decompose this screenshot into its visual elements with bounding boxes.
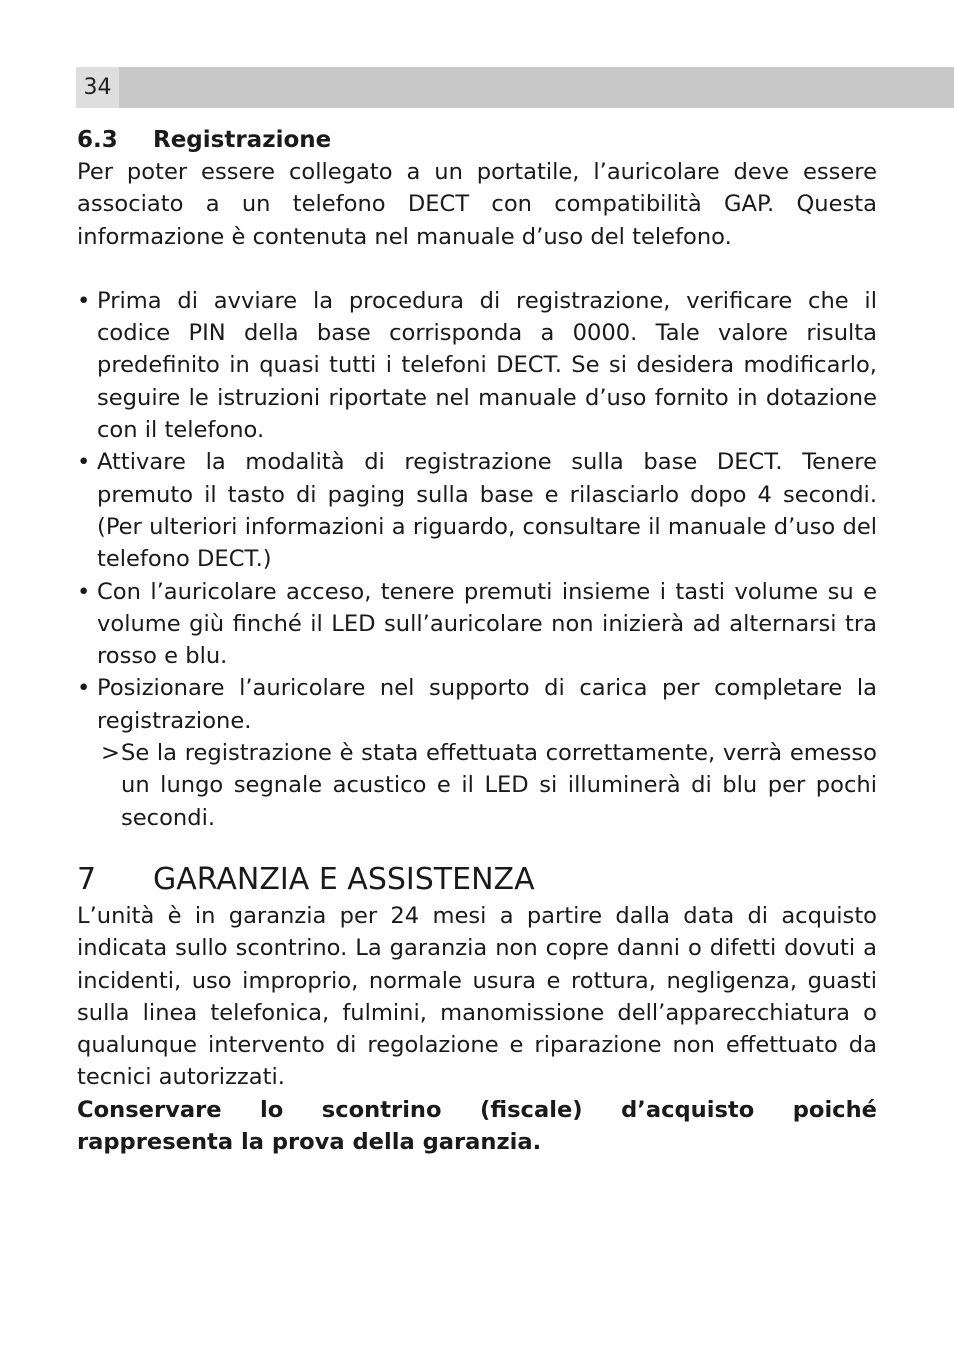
bullet-icon: • [77, 287, 91, 314]
section-title: GARANZIA E ASSISTENZA [153, 861, 535, 897]
list-item [77, 576, 877, 673]
result-text: Se la registrazione è stata effettuata correttamente, verrà emesso un lungo segnale acustico e il LED si illuminerà di blu per pochi secondi. [121, 740, 877, 831]
bullet-icon: • [77, 675, 91, 702]
warranty-note: Conservare lo scontrino (fiscale) d’acquisto poiché rappresenta la prova della garanzia. [77, 1096, 877, 1156]
section-title: Registrazione [153, 127, 332, 153]
page-content [77, 124, 877, 1158]
warranty-paragraph: L’unità è in garanzia per 24 mesi a partire dalla data di acquisto indicata sullo scontrino. La garanzia non copre danni o difetti dovuti a incidenti, uso improprio, normale usura e rottura, negligenza, guasti sulla linea telefonica, fulmini, manomissione dell’apparecchiatura o qualunque intervento di regolazione e riparazione non effettuato da tecnici autorizzati. [77, 902, 877, 1091]
intro-paragraph: Per poter essere collegato a un portatile, l’auricolare deve essere associato a un telefono DECT con compatibilità GAP. Questa informazione è contenuta nel manuale d’uso del telefono. [77, 159, 877, 250]
list-item-text: Attivare la modalità di registrazione sulla base DECT. Tenere premuto il tasto di paging sulla base e rilasciarlo dopo 4 secondi. (Per ulteriori informazioni a riguardo, consultare il manuale d’uso del telefono DECT.) [97, 449, 877, 573]
section-6-3-heading [77, 124, 877, 156]
section-7-heading [77, 860, 877, 900]
bullet-icon: • [77, 449, 91, 476]
arrow-icon: > [101, 740, 120, 767]
section-number: 7 [77, 861, 97, 897]
list-item [77, 285, 877, 446]
list-item [77, 446, 877, 575]
spacer [77, 253, 877, 285]
bullet-icon: • [77, 578, 91, 605]
list-item-text: Prima di avviare la procedura di registrazione, verificare che il codice PIN della base corrisponda a 0000. Tale valore risulta predefinito in quasi tutti i telefoni DECT. Se si desidera modificarlo, seguire le istruzioni riportate nel manuale d’uso fornito in dotazione con il telefono. [97, 287, 877, 444]
list-item [77, 672, 877, 737]
header-bar [76, 67, 954, 108]
result-item [101, 737, 877, 834]
list-item-text: Posizionare l’auricolare nel supporto di carica per completare la registrazione. [97, 675, 877, 734]
list-item-text: Con l’auricolare acceso, tenere premuti insieme i tasti volume su e volume giù finché il LED sull’auricolare non inizierà ad alternarsi tra rosso e blu. [97, 578, 877, 670]
page-number: 34 [76, 67, 119, 108]
section-number: 6.3 [77, 127, 118, 153]
